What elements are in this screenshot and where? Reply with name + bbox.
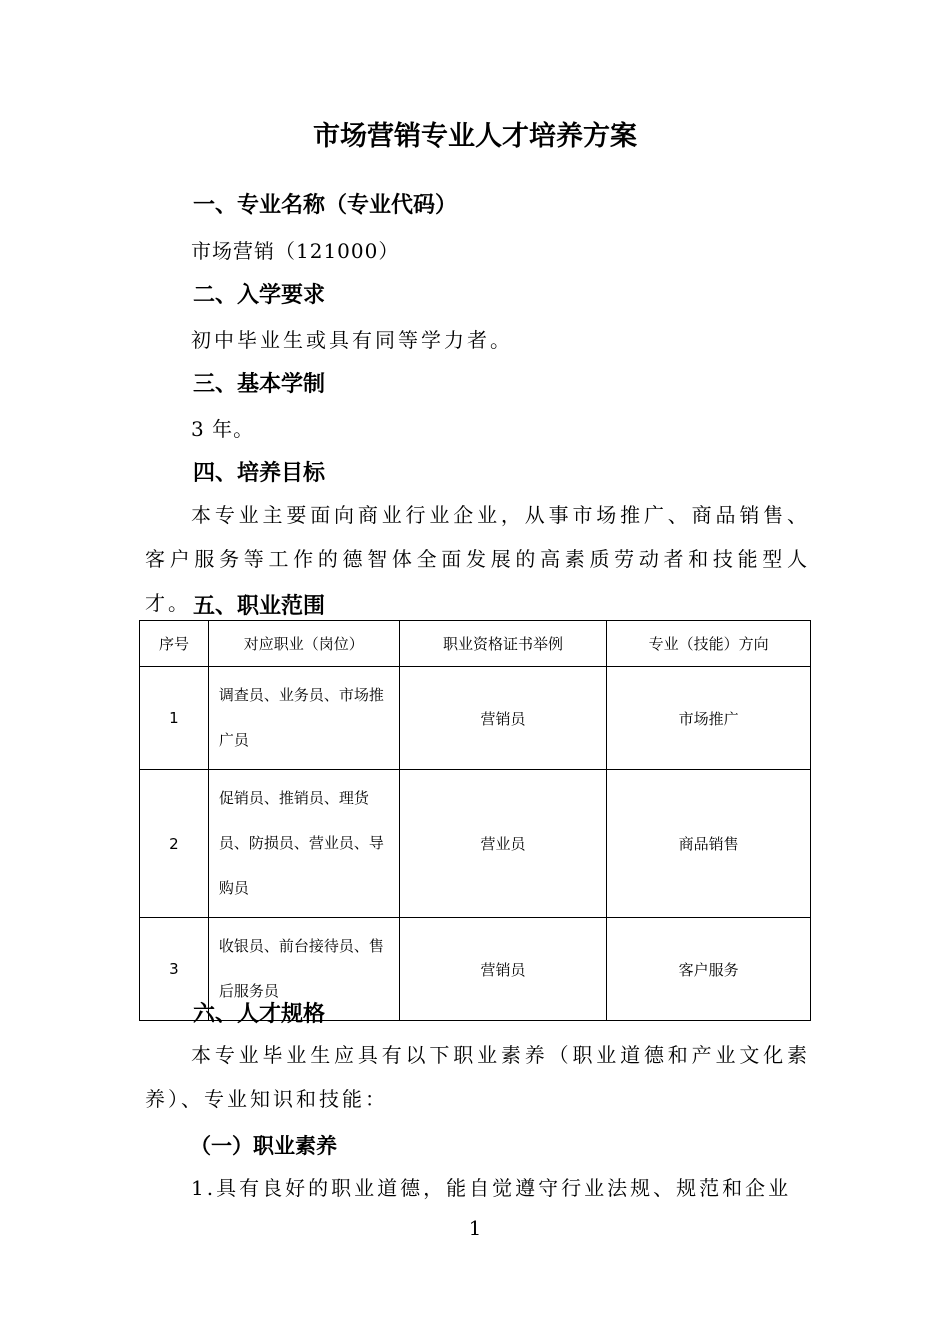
section-heading-name: 一、专业名称（专业代码） [193, 193, 458, 218]
cell-no: 1 [140, 667, 209, 770]
header-cell-role: 对应职业（岗位） [208, 621, 399, 667]
section-heading-admission: 二、入学要求 [193, 283, 326, 308]
subsection-body-quality: 1.具有良好的职业道德，能自觉遵守行业法规、规范和企业 [191, 1176, 792, 1200]
section-heading-talent: 六、人才规格 [193, 1002, 326, 1027]
section-body-name: 市场营销（121000） [191, 239, 400, 263]
cell-role: 调查员、业务员、市场推广员 [208, 667, 399, 770]
header-cell-no: 序号 [140, 621, 209, 667]
cell-no: 3 [140, 918, 209, 1021]
section-heading-duration: 三、基本学制 [193, 372, 326, 397]
cell-cert: 营销员 [399, 667, 607, 770]
cell-role: 促销员、推销员、理货员、防损员、营业员、导购员 [208, 770, 399, 918]
section-heading-career: 五、职业范围 [193, 594, 326, 619]
header-cell-direction: 专业（技能）方向 [607, 621, 811, 667]
cell-cert: 营业员 [399, 770, 607, 918]
cell-direction: 市场推广 [607, 667, 811, 770]
section-body-duration: 3 年。 [191, 417, 255, 441]
table-row [140, 667, 811, 770]
cell-direction: 商品销售 [607, 770, 811, 918]
cell-direction: 客户服务 [607, 918, 811, 1021]
career-table [139, 620, 811, 1021]
cell-role: 收银员、前台接待员、售后服务员 [208, 918, 399, 1021]
page-number: 1 [468, 1216, 482, 1240]
section-body-admission: 初中毕业生或具有同等学力者。 [191, 328, 513, 352]
table-header-row [140, 621, 811, 667]
table-row [140, 770, 811, 918]
subsection-heading-quality: （一）职业素养 [190, 1134, 337, 1158]
page-title: 市场营销专业人才培养方案 [313, 121, 637, 152]
section-heading-goal: 四、培养目标 [193, 461, 326, 486]
cell-cert: 营销员 [399, 918, 607, 1021]
section-body-talent: 本专业毕业生应具有以下职业素养（职业道德和产业文化素养）、专业知识和技能： [145, 1043, 810, 1111]
header-cell-cert: 职业资格证书举例 [399, 621, 607, 667]
cell-no: 2 [140, 770, 209, 918]
section-body-goal: 本专业主要面向商业行业企业，从事市场推广、商品销售、客户服务等工作的德智体全面发展的高素质劳动者和技能型人才。 [145, 503, 810, 615]
